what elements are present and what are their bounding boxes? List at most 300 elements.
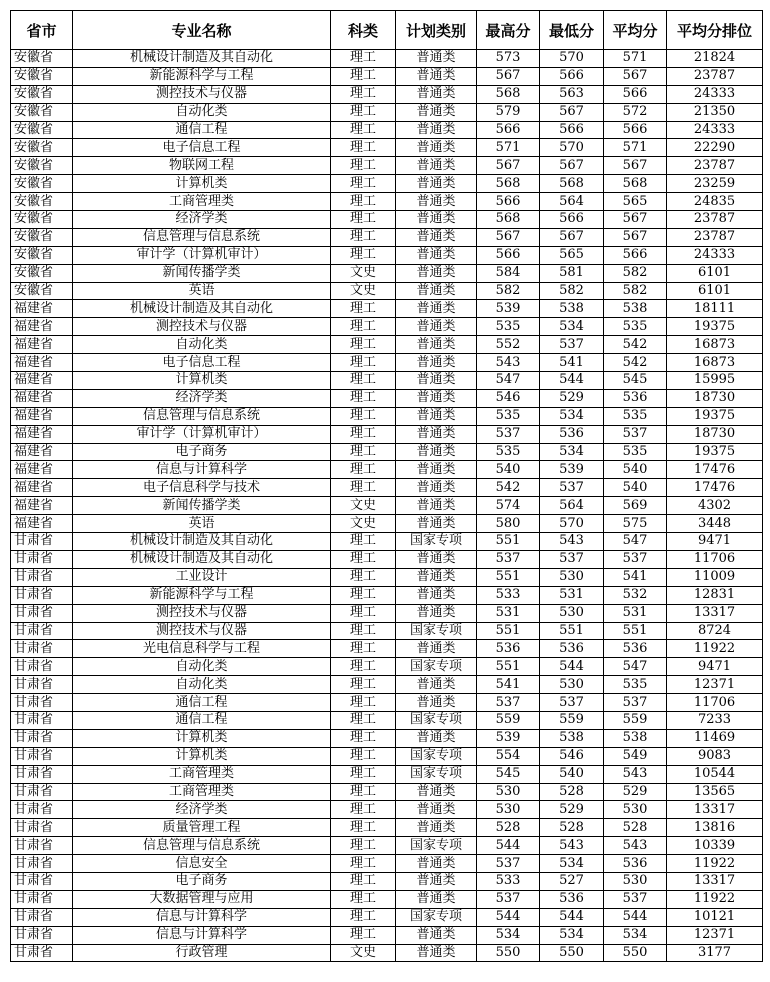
cell-avg-score: 567 [604, 67, 667, 85]
cell-plan-type: 普通类 [396, 121, 477, 139]
cell-avg-rank: 8724 [667, 622, 763, 640]
cell-province: 甘肃省 [11, 550, 73, 568]
cell-major-name: 通信工程 [73, 694, 331, 712]
cell-avg-score: 532 [604, 586, 667, 604]
cell-avg-rank: 23787 [667, 157, 763, 175]
cell-plan-type: 普通类 [396, 461, 477, 479]
cell-max-score: 573 [477, 50, 540, 68]
admission-scores-sheet [10, 10, 762, 962]
cell-province: 福建省 [11, 389, 73, 407]
cell-major-name: 计算机类 [73, 729, 331, 747]
cell-avg-score: 528 [604, 819, 667, 837]
cell-max-score: 531 [477, 604, 540, 622]
cell-province: 甘肃省 [11, 729, 73, 747]
cell-province: 甘肃省 [11, 801, 73, 819]
admission-scores-table [10, 10, 763, 962]
cell-province: 福建省 [11, 336, 73, 354]
table-row [11, 711, 763, 729]
cell-avg-score: 535 [604, 443, 667, 461]
cell-avg-score: 540 [604, 461, 667, 479]
cell-max-score: 571 [477, 139, 540, 157]
cell-major-name: 电子商务 [73, 443, 331, 461]
cell-plan-type: 国家专项 [396, 908, 477, 926]
cell-max-score: 552 [477, 336, 540, 354]
cell-major-name: 英语 [73, 515, 331, 533]
table-row [11, 211, 763, 229]
cell-plan-type: 普通类 [396, 568, 477, 586]
cell-max-score: 566 [477, 121, 540, 139]
cell-min-score: 538 [540, 300, 604, 318]
table-row [11, 729, 763, 747]
cell-major-name: 自动化类 [73, 676, 331, 694]
cell-major-name: 英语 [73, 282, 331, 300]
cell-min-score: 563 [540, 85, 604, 103]
table-row [11, 246, 763, 264]
cell-avg-rank: 3448 [667, 515, 763, 533]
cell-avg-score: 566 [604, 85, 667, 103]
cell-province: 甘肃省 [11, 855, 73, 873]
cell-max-score: 567 [477, 157, 540, 175]
cell-avg-score: 582 [604, 282, 667, 300]
table-row [11, 568, 763, 586]
cell-min-score: 581 [540, 264, 604, 282]
cell-plan-type: 国家专项 [396, 622, 477, 640]
cell-min-score: 551 [540, 622, 604, 640]
cell-province: 安徽省 [11, 175, 73, 193]
cell-major-name: 电子信息工程 [73, 139, 331, 157]
table-row [11, 855, 763, 873]
cell-major-name: 测控技术与仪器 [73, 604, 331, 622]
table-row [11, 497, 763, 515]
table-row [11, 461, 763, 479]
cell-min-score: 537 [540, 479, 604, 497]
cell-min-score: 570 [540, 515, 604, 533]
cell-subject-category: 理工 [331, 819, 396, 837]
table-row [11, 407, 763, 425]
cell-avg-rank: 11922 [667, 855, 763, 873]
table-row [11, 175, 763, 193]
cell-plan-type: 普通类 [396, 890, 477, 908]
cell-avg-score: 568 [604, 175, 667, 193]
cell-avg-score: 540 [604, 479, 667, 497]
cell-avg-rank: 24333 [667, 85, 763, 103]
cell-avg-score: 571 [604, 139, 667, 157]
cell-avg-score: 543 [604, 837, 667, 855]
cell-subject-category: 理工 [331, 175, 396, 193]
cell-major-name: 工商管理类 [73, 765, 331, 783]
cell-avg-score: 567 [604, 157, 667, 175]
table-row [11, 300, 763, 318]
cell-province: 甘肃省 [11, 908, 73, 926]
cell-min-score: 530 [540, 604, 604, 622]
cell-avg-rank: 12371 [667, 676, 763, 694]
table-row [11, 837, 763, 855]
cell-major-name: 经济学类 [73, 801, 331, 819]
cell-avg-score: 549 [604, 747, 667, 765]
cell-plan-type: 普通类 [396, 604, 477, 622]
cell-major-name: 信息管理与信息系统 [73, 407, 331, 425]
cell-subject-category: 理工 [331, 407, 396, 425]
cell-major-name: 工商管理类 [73, 193, 331, 211]
cell-province: 安徽省 [11, 139, 73, 157]
header-avg-score: 平均分 [604, 11, 667, 50]
cell-avg-score: 542 [604, 354, 667, 372]
table-row [11, 372, 763, 390]
cell-min-score: 537 [540, 694, 604, 712]
table-row [11, 515, 763, 533]
cell-max-score: 582 [477, 282, 540, 300]
cell-avg-score: 566 [604, 121, 667, 139]
cell-max-score: 537 [477, 855, 540, 873]
table-body [11, 50, 763, 962]
cell-major-name: 通信工程 [73, 121, 331, 139]
cell-province: 甘肃省 [11, 694, 73, 712]
cell-plan-type: 国家专项 [396, 837, 477, 855]
table-row [11, 479, 763, 497]
cell-subject-category: 理工 [331, 747, 396, 765]
cell-major-name: 经济学类 [73, 211, 331, 229]
table-row [11, 765, 763, 783]
cell-avg-rank: 10121 [667, 908, 763, 926]
cell-province: 安徽省 [11, 193, 73, 211]
cell-major-name: 电子商务 [73, 872, 331, 890]
cell-min-score: 528 [540, 819, 604, 837]
cell-plan-type: 普通类 [396, 872, 477, 890]
table-row [11, 872, 763, 890]
cell-subject-category: 理工 [331, 121, 396, 139]
cell-plan-type: 普通类 [396, 103, 477, 121]
cell-province: 甘肃省 [11, 837, 73, 855]
cell-subject-category: 理工 [331, 228, 396, 246]
cell-max-score: 545 [477, 765, 540, 783]
cell-min-score: 528 [540, 783, 604, 801]
cell-avg-rank: 6101 [667, 282, 763, 300]
cell-plan-type: 普通类 [396, 157, 477, 175]
cell-max-score: 539 [477, 729, 540, 747]
cell-min-score: 527 [540, 872, 604, 890]
cell-avg-rank: 17476 [667, 479, 763, 497]
cell-province: 福建省 [11, 443, 73, 461]
cell-province: 甘肃省 [11, 872, 73, 890]
cell-major-name: 行政管理 [73, 944, 331, 962]
cell-max-score: 533 [477, 872, 540, 890]
cell-subject-category: 理工 [331, 872, 396, 890]
table-row [11, 908, 763, 926]
cell-major-name: 审计学（计算机审计） [73, 246, 331, 264]
cell-min-score: 566 [540, 67, 604, 85]
cell-min-score: 534 [540, 855, 604, 873]
table-row [11, 282, 763, 300]
table-row [11, 658, 763, 676]
cell-max-score: 537 [477, 550, 540, 568]
header-major-name: 专业名称 [73, 11, 331, 50]
cell-province: 福建省 [11, 461, 73, 479]
cell-max-score: 547 [477, 372, 540, 390]
cell-min-score: 550 [540, 944, 604, 962]
cell-major-name: 机械设计制造及其自动化 [73, 550, 331, 568]
cell-province: 安徽省 [11, 67, 73, 85]
table-row [11, 228, 763, 246]
cell-avg-score: 530 [604, 801, 667, 819]
cell-major-name: 机械设计制造及其自动化 [73, 50, 331, 68]
table-row [11, 890, 763, 908]
cell-subject-category: 理工 [331, 622, 396, 640]
cell-avg-score: 550 [604, 944, 667, 962]
table-row [11, 694, 763, 712]
cell-max-score: 551 [477, 622, 540, 640]
cell-major-name: 电子信息工程 [73, 354, 331, 372]
cell-plan-type: 普通类 [396, 819, 477, 837]
cell-major-name: 新能源科学与工程 [73, 67, 331, 85]
cell-min-score: 543 [540, 533, 604, 551]
cell-avg-rank: 11922 [667, 640, 763, 658]
cell-min-score: 568 [540, 175, 604, 193]
cell-avg-rank: 12371 [667, 926, 763, 944]
table-row [11, 747, 763, 765]
cell-plan-type: 普通类 [396, 246, 477, 264]
cell-avg-rank: 13317 [667, 872, 763, 890]
cell-max-score: 535 [477, 407, 540, 425]
cell-plan-type: 普通类 [396, 801, 477, 819]
cell-plan-type: 普通类 [396, 228, 477, 246]
cell-province: 甘肃省 [11, 622, 73, 640]
cell-subject-category: 理工 [331, 837, 396, 855]
cell-min-score: 537 [540, 550, 604, 568]
cell-avg-score: 551 [604, 622, 667, 640]
cell-subject-category: 理工 [331, 50, 396, 68]
cell-min-score: 536 [540, 425, 604, 443]
cell-min-score: 537 [540, 336, 604, 354]
cell-province: 甘肃省 [11, 604, 73, 622]
cell-min-score: 536 [540, 640, 604, 658]
cell-avg-rank: 23259 [667, 175, 763, 193]
cell-avg-rank: 13816 [667, 819, 763, 837]
header-plan-type: 计划类别 [396, 11, 477, 50]
cell-province: 安徽省 [11, 157, 73, 175]
cell-max-score: 550 [477, 944, 540, 962]
cell-province: 甘肃省 [11, 890, 73, 908]
cell-major-name: 光电信息科学与工程 [73, 640, 331, 658]
table-row [11, 318, 763, 336]
cell-avg-rank: 19375 [667, 443, 763, 461]
cell-subject-category: 理工 [331, 694, 396, 712]
cell-plan-type: 普通类 [396, 694, 477, 712]
table-row [11, 622, 763, 640]
cell-avg-rank: 3177 [667, 944, 763, 962]
cell-plan-type: 普通类 [396, 318, 477, 336]
cell-min-score: 529 [540, 801, 604, 819]
cell-avg-rank: 23787 [667, 67, 763, 85]
cell-major-name: 大数据管理与应用 [73, 890, 331, 908]
cell-min-score: 538 [540, 729, 604, 747]
table-row [11, 121, 763, 139]
table-row [11, 103, 763, 121]
cell-min-score: 544 [540, 908, 604, 926]
cell-min-score: 582 [540, 282, 604, 300]
cell-province: 甘肃省 [11, 676, 73, 694]
cell-major-name: 通信工程 [73, 711, 331, 729]
cell-max-score: 551 [477, 658, 540, 676]
cell-avg-rank: 7233 [667, 711, 763, 729]
cell-min-score: 566 [540, 121, 604, 139]
cell-avg-score: 547 [604, 533, 667, 551]
cell-max-score: 542 [477, 479, 540, 497]
header-subject-category: 科类 [331, 11, 396, 50]
table-row [11, 944, 763, 962]
cell-avg-rank: 16873 [667, 354, 763, 372]
cell-min-score: 531 [540, 586, 604, 604]
cell-plan-type: 普通类 [396, 389, 477, 407]
cell-min-score: 564 [540, 193, 604, 211]
cell-avg-score: 534 [604, 926, 667, 944]
cell-min-score: 567 [540, 103, 604, 121]
cell-min-score: 534 [540, 926, 604, 944]
cell-major-name: 自动化类 [73, 658, 331, 676]
cell-avg-score: 537 [604, 694, 667, 712]
cell-max-score: 554 [477, 747, 540, 765]
cell-max-score: 537 [477, 694, 540, 712]
cell-major-name: 自动化类 [73, 336, 331, 354]
table-row [11, 926, 763, 944]
cell-subject-category: 文史 [331, 282, 396, 300]
table-row [11, 586, 763, 604]
cell-province: 安徽省 [11, 103, 73, 121]
cell-province: 甘肃省 [11, 586, 73, 604]
cell-max-score: 536 [477, 640, 540, 658]
cell-province: 安徽省 [11, 121, 73, 139]
cell-avg-score: 542 [604, 336, 667, 354]
cell-major-name: 工商管理类 [73, 783, 331, 801]
cell-subject-category: 理工 [331, 783, 396, 801]
cell-province: 福建省 [11, 318, 73, 336]
cell-avg-score: 572 [604, 103, 667, 121]
cell-avg-rank: 11009 [667, 568, 763, 586]
cell-avg-score: 537 [604, 425, 667, 443]
cell-min-score: 541 [540, 354, 604, 372]
cell-province: 福建省 [11, 425, 73, 443]
cell-avg-rank: 15995 [667, 372, 763, 390]
cell-min-score: 543 [540, 837, 604, 855]
cell-province: 甘肃省 [11, 711, 73, 729]
cell-province: 甘肃省 [11, 747, 73, 765]
cell-max-score: 533 [477, 586, 540, 604]
cell-subject-category: 理工 [331, 711, 396, 729]
cell-province: 安徽省 [11, 282, 73, 300]
cell-major-name: 信息与计算科学 [73, 908, 331, 926]
cell-avg-score: 545 [604, 372, 667, 390]
cell-max-score: 567 [477, 67, 540, 85]
cell-subject-category: 理工 [331, 479, 396, 497]
cell-avg-rank: 19375 [667, 407, 763, 425]
cell-plan-type: 国家专项 [396, 747, 477, 765]
cell-subject-category: 理工 [331, 211, 396, 229]
cell-max-score: 551 [477, 568, 540, 586]
cell-avg-rank: 6101 [667, 264, 763, 282]
cell-subject-category: 理工 [331, 443, 396, 461]
cell-max-score: 568 [477, 211, 540, 229]
cell-province: 甘肃省 [11, 765, 73, 783]
cell-min-score: 546 [540, 747, 604, 765]
cell-plan-type: 普通类 [396, 729, 477, 747]
cell-min-score: 570 [540, 50, 604, 68]
cell-province: 甘肃省 [11, 533, 73, 551]
cell-major-name: 工业设计 [73, 568, 331, 586]
cell-avg-rank: 23787 [667, 228, 763, 246]
cell-subject-category: 理工 [331, 550, 396, 568]
cell-major-name: 新闻传播学类 [73, 264, 331, 282]
cell-plan-type: 普通类 [396, 676, 477, 694]
cell-min-score: 567 [540, 157, 604, 175]
cell-major-name: 机械设计制造及其自动化 [73, 533, 331, 551]
cell-province: 甘肃省 [11, 658, 73, 676]
cell-subject-category: 理工 [331, 461, 396, 479]
cell-avg-score: 536 [604, 389, 667, 407]
cell-plan-type: 普通类 [396, 944, 477, 962]
cell-avg-score: 559 [604, 711, 667, 729]
cell-min-score: 567 [540, 228, 604, 246]
cell-avg-score: 575 [604, 515, 667, 533]
cell-subject-category: 理工 [331, 318, 396, 336]
cell-province: 福建省 [11, 497, 73, 515]
cell-avg-rank: 23787 [667, 211, 763, 229]
cell-plan-type: 普通类 [396, 586, 477, 604]
cell-major-name: 审计学（计算机审计） [73, 425, 331, 443]
cell-subject-category: 理工 [331, 640, 396, 658]
table-row [11, 801, 763, 819]
cell-subject-category: 理工 [331, 533, 396, 551]
cell-max-score: 528 [477, 819, 540, 837]
header-avg-rank: 平均分排位 [667, 11, 763, 50]
table-row [11, 819, 763, 837]
cell-avg-rank: 13317 [667, 801, 763, 819]
cell-avg-rank: 4302 [667, 497, 763, 515]
cell-subject-category: 理工 [331, 658, 396, 676]
cell-major-name: 新闻传播学类 [73, 497, 331, 515]
cell-avg-score: 536 [604, 640, 667, 658]
table-row [11, 67, 763, 85]
cell-min-score: 559 [540, 711, 604, 729]
cell-province: 安徽省 [11, 228, 73, 246]
cell-subject-category: 理工 [331, 389, 396, 407]
cell-major-name: 机械设计制造及其自动化 [73, 300, 331, 318]
cell-subject-category: 理工 [331, 729, 396, 747]
table-row [11, 50, 763, 68]
cell-max-score: 535 [477, 318, 540, 336]
cell-province: 安徽省 [11, 211, 73, 229]
cell-province: 甘肃省 [11, 926, 73, 944]
cell-max-score: 530 [477, 783, 540, 801]
cell-avg-rank: 9471 [667, 533, 763, 551]
cell-max-score: 534 [477, 926, 540, 944]
cell-plan-type: 普通类 [396, 372, 477, 390]
cell-max-score: 537 [477, 425, 540, 443]
cell-avg-score: 582 [604, 264, 667, 282]
cell-avg-rank: 16873 [667, 336, 763, 354]
cell-subject-category: 文史 [331, 497, 396, 515]
cell-plan-type: 国家专项 [396, 658, 477, 676]
cell-plan-type: 国家专项 [396, 765, 477, 783]
cell-plan-type: 普通类 [396, 175, 477, 193]
cell-major-name: 测控技术与仪器 [73, 85, 331, 103]
cell-plan-type: 普通类 [396, 300, 477, 318]
cell-major-name: 计算机类 [73, 175, 331, 193]
cell-min-score: 544 [540, 372, 604, 390]
cell-subject-category: 理工 [331, 157, 396, 175]
cell-plan-type: 普通类 [396, 443, 477, 461]
cell-plan-type: 普通类 [396, 783, 477, 801]
cell-max-score: 574 [477, 497, 540, 515]
cell-subject-category: 理工 [331, 372, 396, 390]
